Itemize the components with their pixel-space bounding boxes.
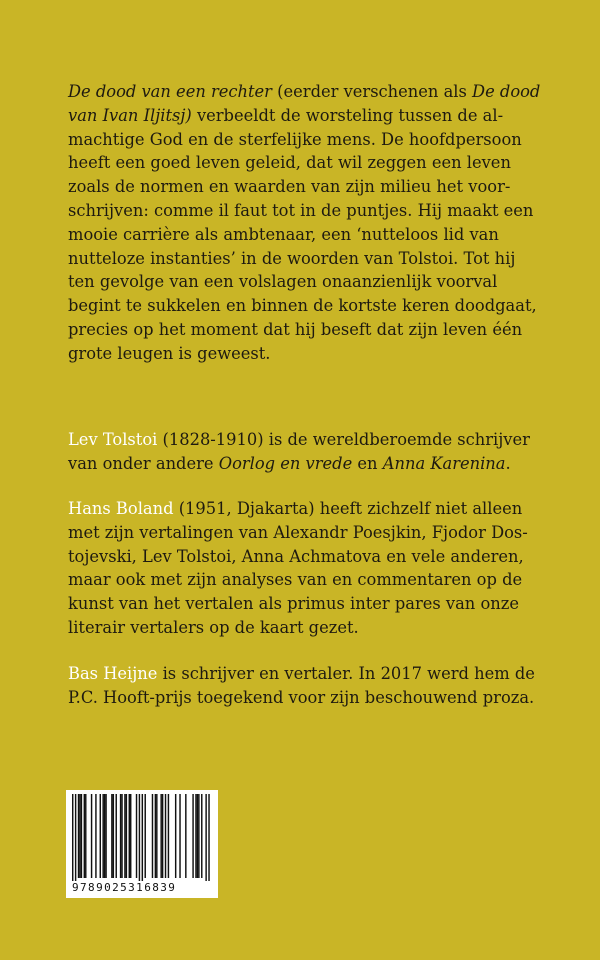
barcode-bar xyxy=(113,794,114,878)
text-run: grote leugen is geweest. xyxy=(68,343,271,363)
barcode-bar xyxy=(72,794,73,882)
blurb-line xyxy=(68,80,568,104)
text-run: begint te sukkelen en binnen de kortste keren doodgaat, xyxy=(68,296,537,316)
barcode-bar xyxy=(165,794,166,878)
barcode-bar xyxy=(100,794,101,878)
isbn-number: 9789025316839 xyxy=(72,881,214,894)
barcode-bar xyxy=(105,794,106,878)
barcode-bar xyxy=(136,794,137,878)
isbn-barcode xyxy=(66,790,218,898)
barcode-bar xyxy=(124,794,125,878)
barcode-bar xyxy=(104,794,105,878)
barcode-bar xyxy=(130,794,131,878)
author-name: Hans Boland xyxy=(68,499,174,518)
bio-boland-line xyxy=(68,616,568,640)
barcode-bar xyxy=(155,794,156,878)
barcode-bar xyxy=(116,794,117,878)
barcode-bar xyxy=(75,794,76,882)
barcode-bar xyxy=(185,794,186,878)
text-run: (eerder verschenen als xyxy=(271,82,473,101)
barcode-bar xyxy=(78,794,79,878)
bio-tolstoi-line xyxy=(68,428,568,452)
bio-tolstoi-line xyxy=(68,452,568,476)
blurb-line xyxy=(68,175,568,199)
barcode-bar xyxy=(175,794,176,878)
text-run: en xyxy=(352,453,383,473)
blurb-paragraph xyxy=(68,80,568,366)
text-run: precies op het moment dat hij beseft dat zijn leven één xyxy=(68,319,523,339)
blurb-line xyxy=(68,223,568,247)
barcode-bar xyxy=(168,794,169,878)
blurb-line xyxy=(68,318,568,342)
barcode-bar xyxy=(142,794,143,882)
barcode-bar xyxy=(139,794,140,882)
barcode-bar xyxy=(81,794,82,878)
barcode-bar xyxy=(208,794,209,882)
text-run: tojevski, Lev Tolstoi, Anna Achmatova en vele anderen, xyxy=(68,546,524,566)
text-run: kunst van het vertalen als primus inter pares van onze xyxy=(68,594,519,614)
text-run: machtige God en de sterfelijke mens. De hoofdpersoon xyxy=(68,129,522,149)
barcode-bar xyxy=(152,794,153,878)
text-run: van onder andere xyxy=(68,453,219,473)
text-run: (1951, Djakarta) heeft zichzelf niet alleen xyxy=(173,499,523,518)
barcode-bar xyxy=(205,794,206,882)
barcode-bar xyxy=(197,794,198,878)
barcode-bar xyxy=(162,794,163,878)
bio-bas-heijne xyxy=(68,662,568,710)
barcode-bar xyxy=(102,794,103,878)
book-title: De dood van een rechter xyxy=(68,82,272,101)
barcode-bar xyxy=(129,794,130,878)
author-name: Bas Heijne xyxy=(68,664,158,683)
barcode-bar xyxy=(195,794,196,878)
barcode-bar xyxy=(145,794,146,878)
text-run: is schrijver en vertaler. In 2017 werd hem de xyxy=(157,664,535,683)
barcode-bar xyxy=(79,794,80,878)
text-run: mooie carrière als ambtenaar, een ‘nutteloos lid van xyxy=(68,224,499,244)
book-title: van Ivan Iljitsj) xyxy=(68,105,192,125)
text-run: zoals de normen en waarden van zijn milieu het voor- xyxy=(68,177,511,197)
blurb-line xyxy=(68,104,568,128)
barcode-bar xyxy=(121,794,122,878)
author-name: Lev Tolstoi xyxy=(68,430,158,449)
bio-heijne-line xyxy=(68,686,568,710)
barcode-bar xyxy=(179,794,180,878)
barcode-bar xyxy=(91,794,92,878)
bio-heijne-line xyxy=(68,662,568,686)
text-run: . xyxy=(505,453,511,473)
blurb-line xyxy=(68,151,568,175)
blurb-line xyxy=(68,247,568,271)
barcode-bar xyxy=(84,794,85,878)
barcode-bar xyxy=(201,794,202,878)
barcode-bar xyxy=(160,794,161,878)
text-run: literair vertalers op de kaart gezet. xyxy=(68,617,359,637)
text-run: verbeeldt de worsteling tussen de al- xyxy=(191,105,504,125)
bio-boland-line xyxy=(68,592,568,616)
book-title: Oorlog en vrede xyxy=(218,453,353,473)
barcode-bar xyxy=(111,794,112,878)
bio-boland-line xyxy=(68,568,568,592)
text-run: heeft een goed leven geleid, dat wil zeggen een leven xyxy=(68,153,511,173)
text-run: ten gevolge van een volslagen onaanzienlijk voorval xyxy=(68,272,498,292)
barcode-bar xyxy=(156,794,157,878)
text-run: met zijn vertalingen van Alexandr Poesjkin, Fjodor Dos- xyxy=(68,522,528,542)
barcode-bar xyxy=(198,794,199,878)
barcode-bar xyxy=(85,794,86,878)
text-run: (1828-1910) is de wereldberoemde schrijver xyxy=(157,430,530,449)
blurb-line xyxy=(68,294,568,318)
blurb-line xyxy=(68,128,568,152)
blurb-line xyxy=(68,199,568,223)
bio-hans-boland xyxy=(68,497,568,640)
barcode-bar xyxy=(192,794,193,878)
blurb-line xyxy=(68,270,568,294)
text-run: schrijven: comme il faut tot in de puntjes. Hij maakt een xyxy=(68,200,534,220)
text-run: nutteloze instanties’ in de woorden van Tolstoi. Tot hij xyxy=(68,248,516,268)
text-run: maar ook met zijn analyses van en commentaren op de xyxy=(68,570,523,590)
barcode-bar xyxy=(120,794,121,878)
book-title: De dood xyxy=(472,82,541,101)
barcode-bars xyxy=(66,790,218,882)
bio-lev-tolstoi xyxy=(68,428,568,476)
barcode-bar xyxy=(126,794,127,878)
bio-boland-line xyxy=(68,497,568,521)
bio-boland-line xyxy=(68,545,568,569)
blurb-line xyxy=(68,342,568,366)
book-title: Anna Karenina xyxy=(382,453,506,473)
bio-boland-line xyxy=(68,521,568,545)
text-run: P.C. Hooft-prijs toegekend voor zijn beschouwend proza. xyxy=(68,687,535,707)
barcode-bar xyxy=(95,794,96,878)
